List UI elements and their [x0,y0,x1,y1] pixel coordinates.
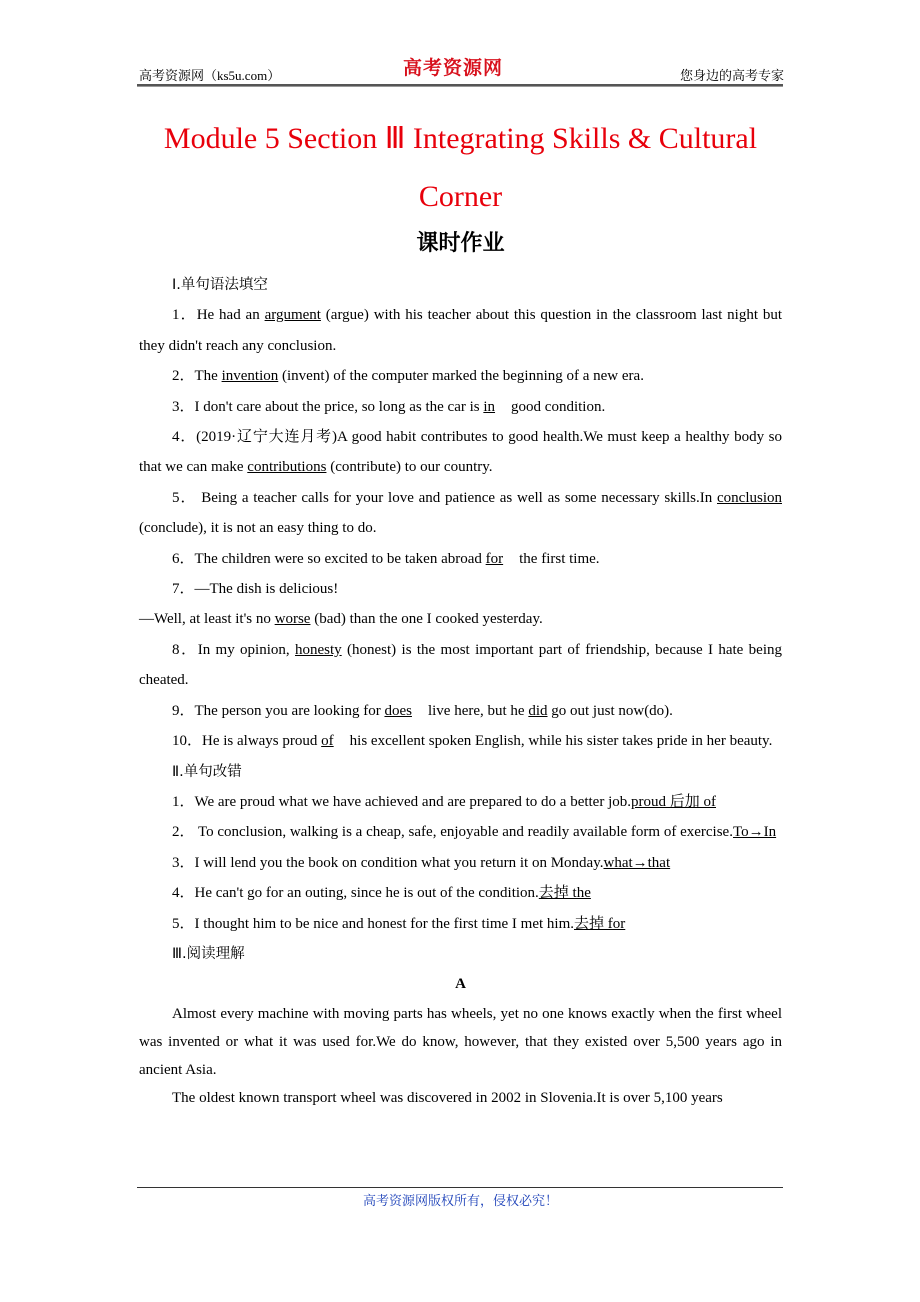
answer-blank: conclusion [717,489,782,506]
document-title: Module 5 Section Ⅲ Integrating Skills & Cultural Corner [163,122,758,213]
paragraph [139,392,782,422]
answer-blank: 去掉 the [538,885,591,902]
text-segment: the first time. [519,550,600,567]
answer-blank: does [384,702,412,719]
answer-blank: argument [264,307,321,324]
section-heading [139,757,782,787]
paragraph [139,1084,782,1112]
text-segment: (invent) of the computer marked the beginning of a new era. [278,368,644,385]
header-logo: 高考资源网 [403,58,504,79]
footer-rule [137,1187,783,1188]
header-right-text: 您身边的高考专家 [679,68,784,83]
paragraph [139,422,782,483]
paragraph [139,604,782,634]
text-segment: 7．—The dish is delicious! [172,581,339,598]
text-segment: 9．The person you are looking for [172,702,385,719]
paragraph [139,909,782,939]
text-segment: 1．We are proud what we have achieved and are prepared to do a better job. [172,793,632,810]
answer-blank: contributions [247,459,327,476]
header-rule [137,84,783,87]
text-segment: 4．He can't go for an outing, since he is out of the condition. [172,885,539,902]
text-segment: 4．(2019·辽宁大连月考)A good habit contributes to good health.We must keep a healthy body so that we can make [139,429,782,476]
text-segment: 10．He is always proud [172,733,322,750]
text-segment: —Well, at least it's no [139,611,275,628]
text-segment: 2． To conclusion, walking is a cheap, safe, enjoyable and readily available form of exercise. [172,824,733,841]
text-segment: Ⅱ.单句改错 [172,763,242,780]
paragraph [139,1000,782,1084]
text-segment: Ⅲ.阅读理解 [172,945,245,962]
text-segment: 5．I thought him to be nice and honest for the first time I met him. [172,915,575,932]
text-segment: (contribute) to our country. [326,459,493,476]
paragraph [139,544,782,574]
answer-blank: for [485,550,504,567]
text-segment: 5． Being a teacher calls for your love and patience as well as some necessary skills.In [172,489,717,506]
text-segment: 3．I will lend you the book on condition what you return it on Monday. [172,854,604,871]
text-segment: Ⅰ.单句语法填空 [172,277,268,293]
text-segment: (conclude), it is not an easy thing to do. [139,520,377,537]
text-segment: 1．He had an [172,307,265,324]
answer-blank: To→In [732,824,777,841]
answer-blank: worse [274,611,311,628]
text-segment: (argue) with his teacher about this question in the classroom last night but they didn't reach any conclusion. [139,307,783,354]
passage-label [139,969,782,999]
text-segment: The oldest known transport wheel was discovered in 2002 in Slovenia.It is over 5,100 years [172,1089,723,1106]
answer-blank: of [321,733,334,750]
paragraph [139,483,782,544]
paragraph [139,878,782,908]
paragraph [139,361,782,391]
answer-blank: honesty [295,641,342,658]
text-segment: (bad) than the one I cooked yesterday. [310,611,543,628]
text-segment: 3．I don't care about the price, so long as the car is [172,398,484,415]
text-segment: Almost every machine with moving parts has wheels, yet no one knows exactly when the first wheel was invented or what it was used for.We do know, however, that they existed over 5,500 years ago in ancient Asia. [139,1005,782,1078]
paragraph [139,300,782,361]
answer-blank: invention [221,368,279,385]
paragraph [139,726,782,756]
document-subtitle: 课时作业 [416,231,505,256]
text-segment: 6．The children were so excited to be taken abroad [172,550,486,567]
answer-blank: what→that [603,854,671,871]
paragraph [139,635,782,696]
text-segment: (honest) is the most important part of friendship, because I hate being cheated. [139,641,782,689]
text-segment: live here, but he [427,702,529,719]
paragraph [139,817,782,847]
text-segment: good condition. [511,398,606,415]
answer-blank: proud 后加 of [631,793,717,810]
paragraph [139,696,782,726]
answer-blank: in [483,398,496,415]
answer-blank: did [528,702,548,719]
text-segment: his excellent spoken English, while his sister takes pride in her beauty. [349,733,773,750]
text-segment: 2．The [172,368,222,385]
paragraph [139,787,782,817]
section-heading [139,270,782,300]
answer-blank: 去掉 for [574,915,626,932]
paragraph [139,574,782,604]
document-body [139,270,782,1112]
paragraph [139,848,782,878]
header-left-text: 高考资源网（ks5u.com） [139,68,281,83]
text-segment: go out just now(do). [547,702,673,719]
section-heading [139,939,782,969]
footer-copyright: 高考资源网版权所有，侵权必究！ [362,1193,558,1208]
text-segment: 8．In my opinion, [172,641,295,658]
text-segment: A [455,976,466,993]
